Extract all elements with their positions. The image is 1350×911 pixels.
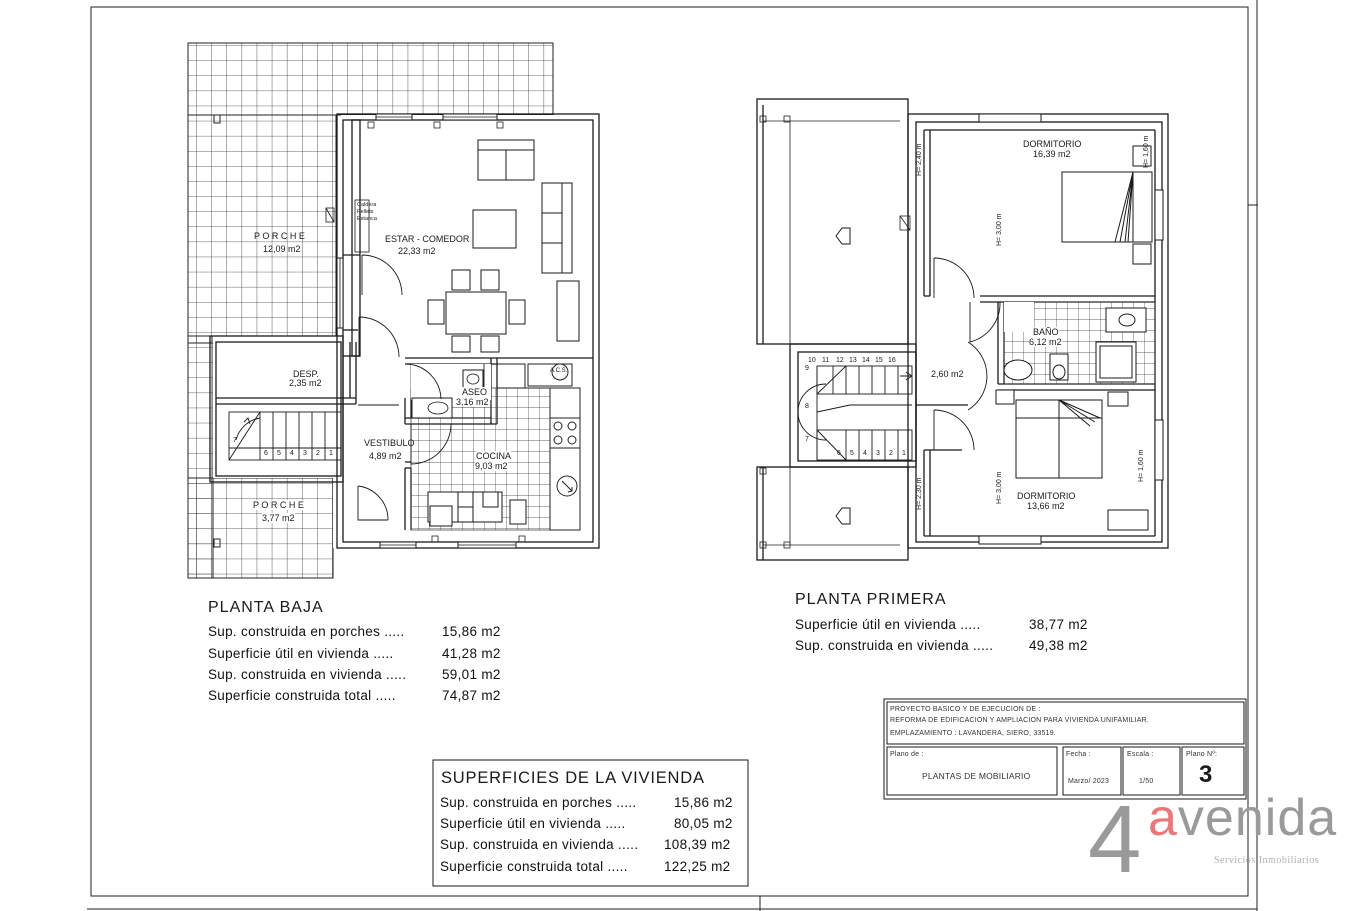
- logo-word-accent: a: [1148, 789, 1178, 847]
- room-porche-2-name: P O R C H E: [253, 500, 304, 510]
- summary-stat-value: 15,86 m2: [674, 795, 733, 810]
- ground-stat-value: 15,86 m2: [442, 624, 501, 639]
- escala-label: Escala :: [1127, 751, 1154, 758]
- stair-number: 10: [808, 357, 816, 364]
- stair-number: 12: [836, 357, 844, 364]
- stair-number: 15: [875, 357, 883, 364]
- summary-stat-value: 108,39 m2: [664, 837, 731, 852]
- summary-stat-row: [440, 837, 740, 852]
- room-dorm-2-name: DORMITORIO: [1017, 491, 1076, 501]
- stair-number: 8: [805, 403, 809, 410]
- ground-stat-row: [208, 667, 508, 682]
- room-estar-name: ESTAR - COMEDOR: [385, 234, 470, 244]
- logo-word-rest: venida: [1177, 789, 1338, 847]
- ground-stat-row: [208, 688, 508, 703]
- ground-stat-label: Sup. construida en porches .....: [208, 624, 405, 639]
- summary-stat-row: [440, 816, 740, 831]
- plano-n-label: Plano Nº:: [1186, 751, 1218, 758]
- ground-floor-plan: [188, 43, 599, 578]
- height-label-3: H= 1,60 m: [1143, 135, 1150, 168]
- stair-number: 2: [889, 450, 893, 457]
- height-label-2: H= 3,00 m: [996, 213, 1003, 246]
- stair-number: 3: [303, 450, 307, 457]
- height-label-4: H= 2,30 m: [916, 477, 923, 510]
- room-desp-area: 2,35 m2: [289, 378, 322, 388]
- first-stat-value: 49,38 m2: [1029, 638, 1088, 653]
- stair-number: 4: [863, 450, 867, 457]
- room-vestibulo-area: 4,89 m2: [369, 451, 402, 461]
- stair-number: 14: [862, 357, 870, 364]
- stair-number: 4: [290, 450, 294, 457]
- first-stat-row: [795, 617, 1095, 632]
- first-stat-value: 38,77 m2: [1029, 617, 1088, 632]
- room-vestibulo-name: VESTIBULO: [364, 438, 415, 448]
- stair-number: 9: [805, 365, 809, 372]
- ground-stat-value: 74,87 m2: [442, 688, 501, 703]
- porch-tiles-top: [188, 43, 553, 115]
- height-label-1: H= 2,40 m: [916, 143, 923, 176]
- project-line-1: PROYECTO BASICO Y DE EJECUCION DE :: [890, 706, 1041, 713]
- stair-top-number: 7: [233, 437, 237, 444]
- ground-stat-label: Sup. construida en vivienda .....: [208, 667, 407, 682]
- stair-number: 3: [876, 450, 880, 457]
- logo-word: [1148, 789, 1338, 847]
- summary-stat-label: Superficie construida total .....: [440, 859, 628, 874]
- plano-n-value: 3: [1199, 761, 1213, 788]
- stair-number: 2: [316, 450, 320, 457]
- first-stat-row: [795, 638, 1095, 653]
- first-floor-plan: [757, 99, 1168, 560]
- summary-stat-label: Sup. construida en porches .....: [440, 795, 637, 810]
- stair-number: 6: [264, 450, 268, 457]
- summary-stat-label: Superficie útil en vivienda .....: [440, 816, 626, 831]
- room-estar-area: 22,33 m2: [398, 246, 436, 256]
- first-stat-label: Superficie útil en vivienda .....: [795, 617, 981, 632]
- room-cocina-name: COCINA: [476, 451, 512, 461]
- logo-subtitle: Servicios Inmobiliarios: [1214, 855, 1320, 866]
- plano-de-value: PLANTAS DE MOBILIARIO: [922, 771, 1031, 781]
- room-porche-2-area: 3,77 m2: [262, 513, 295, 523]
- summary-stat-row: [440, 795, 740, 810]
- summary-stat-label: Sup. construida en vivienda .....: [440, 837, 639, 852]
- stair-number: 5: [277, 450, 281, 457]
- title-block-frame: [884, 699, 1246, 799]
- room-bano-area: 6,12 m2: [1029, 337, 1062, 347]
- ground-stat-label: Superficie útil en vivienda .....: [208, 646, 394, 661]
- room-pasillo-area: 2,60 m2: [931, 369, 964, 379]
- room-aseo-area: 3,16 m2: [456, 397, 489, 407]
- ground-floor-title: PLANTA BAJA: [208, 599, 324, 616]
- height-label-6: H= 1,60 m: [1138, 449, 1145, 482]
- stair-number: 13: [849, 357, 857, 364]
- room-dorm-1-name: DORMITORIO: [1023, 139, 1082, 149]
- acs-label: A.C.S.: [550, 368, 568, 374]
- ground-stat-value: 59,01 m2: [442, 667, 501, 682]
- logo-number: 4: [1088, 786, 1142, 893]
- porch-tiles-bottom: [188, 478, 333, 578]
- summary-stat-value: 122,25 m2: [664, 859, 731, 874]
- first-floor-title: PLANTA PRIMERA: [795, 591, 947, 608]
- ground-stat-label: Superficie construida total .....: [208, 688, 396, 703]
- stair-number: 16: [888, 357, 896, 364]
- ground-stat-row: [208, 646, 508, 661]
- porch-tiles-left: [188, 115, 336, 343]
- caldera-label-2: Pellets: [357, 209, 374, 215]
- room-bano-name: BAÑO: [1033, 327, 1059, 337]
- stair-number: 7: [805, 436, 809, 443]
- stair-number: 5: [850, 450, 854, 457]
- escala-value: 1/50: [1139, 778, 1154, 785]
- summary-stat-value: 80,05 m2: [674, 816, 733, 831]
- height-label-5: H= 3,00 m: [996, 471, 1003, 504]
- summary-stat-row: [440, 859, 740, 874]
- project-line-2: REFORMA DE EDIFICACION Y AMPLIACION PARA VIVIENDA UNIFAMILIAR.: [890, 717, 1150, 724]
- stair-number: 11: [822, 357, 830, 364]
- room-dorm-1-area: 16,39 m2: [1033, 149, 1071, 159]
- room-cocina-area: 9,03 m2: [475, 461, 508, 471]
- stair-number: 1: [329, 450, 333, 457]
- stair-number: 6: [837, 450, 841, 457]
- fecha-value: Marzo/ 2023: [1068, 778, 1110, 785]
- caldera-label-3: Estanca: [357, 216, 377, 222]
- room-aseo-name: ASEO: [462, 387, 488, 397]
- room-porche-1-area: 12,09 m2: [263, 244, 301, 254]
- ground-stat-value: 41,28 m2: [442, 646, 501, 661]
- room-desp-name: DESP.: [293, 369, 319, 379]
- fecha-label: Fecha :: [1066, 751, 1091, 758]
- room-dorm-2-area: 13,66 m2: [1027, 501, 1065, 511]
- room-porche-1-name: P O R C H E: [254, 231, 305, 241]
- stair-number: 1: [902, 450, 906, 457]
- caldera-label-1: Caldera: [357, 202, 377, 208]
- plano-de-label: Plano de :: [890, 751, 924, 758]
- summary-title: SUPERFICIES DE LA VIVIENDA: [441, 769, 705, 787]
- project-line-3: EMPLAZAMIENTO : LAVANDERA, SIERO, 33519.: [890, 730, 1056, 737]
- ground-stat-row: [208, 624, 508, 639]
- first-stat-label: Sup. construida en vivienda .....: [795, 638, 994, 653]
